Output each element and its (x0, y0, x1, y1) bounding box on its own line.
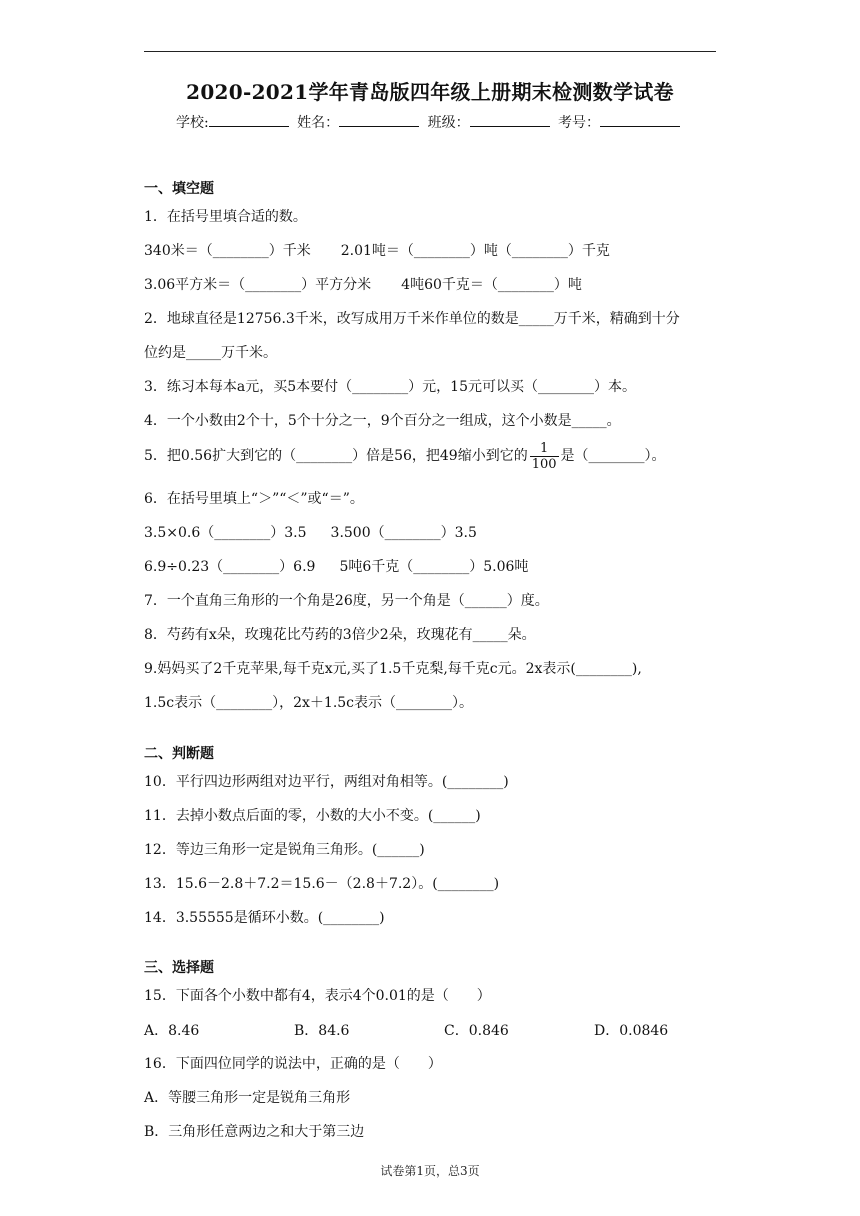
number-label: 考号： (558, 115, 601, 131)
number-blank[interactable] (600, 112, 680, 127)
q16-option-a[interactable]: A．等腰三角形一定是锐角三角形 (144, 1090, 351, 1106)
q10: 10．平行四边形两组对边平行，两组对角相等。(________) (144, 774, 509, 790)
q2-line-2: 位约是_____万千米。 (144, 345, 277, 361)
q1-a2: 2.01吨＝（________）吨（________）千克 (340, 243, 610, 259)
page-footer: 试卷第1页，总3页 (380, 1164, 480, 1178)
q13: 13．15.6－2.8＋7.2＝15.6－（2.8＋7.2）。(________) (144, 876, 500, 892)
q6-row-2 (144, 557, 528, 577)
q1-a1: 340米＝（________）千米 (144, 243, 311, 259)
section-choice-heading: 三、选择题 (144, 960, 214, 976)
q6-a2: 3.500（________）3.5 (330, 525, 477, 541)
section-fill-heading: 一、填空题 (144, 181, 214, 197)
q9-line-2: 1.5c表示（________），2x＋1.5c表示（________）。 (144, 695, 474, 711)
q5-fraction-numerator: 1 (530, 441, 559, 457)
q16-option-b[interactable]: B．三角形任意两边之和大于第三边 (144, 1124, 365, 1140)
q7: 7．一个直角三角形的一个角是26度，另一个角是（______）度。 (144, 593, 549, 609)
q3: 3．练习本每本a元，买5本要付（________）元，15元可以买（________）本。 (144, 379, 636, 395)
q6-b2: 5吨6千克（________）5.06吨 (339, 559, 529, 575)
q8: 8．芍药有x朵，玫瑰花比芍药的3倍少2朵，玫瑰花有_____朵。 (144, 627, 536, 643)
q15-stem: 15．下面各个小数中都有4，表示4个0.01的是（ ） (144, 988, 491, 1004)
q9-line-1: 9.妈妈买了2千克苹果,每千克x元,买了1.5千克梨,每千克c元。2x表示(________), (144, 661, 642, 677)
q5 (144, 440, 666, 472)
student-info-line (0, 112, 860, 132)
q5-fraction-denominator: 100 (531, 456, 557, 472)
page-title: 2020-2021学年青岛版四年级上册期末检测数学试卷 (186, 80, 674, 104)
q1-b1: 3.06平方米＝（________）平方分米 (144, 277, 372, 293)
q1-row-2 (144, 275, 582, 295)
section-judge-heading: 二、判断题 (144, 746, 214, 762)
q11: 11．去掉小数点后面的零，小数的大小不变。(______) (144, 808, 481, 824)
q15-option-b[interactable]: B．84.6 (294, 1023, 350, 1039)
top-rule (144, 51, 716, 52)
q4: 4．一个小数由2个十，5个十分之一，9个百分之一组成，这个小数是_____。 (144, 413, 621, 429)
q6-b1: 6.9÷0.23（________）6.9 (144, 559, 316, 575)
q12: 12．等边三角形一定是锐角三角形。(______) (144, 842, 425, 858)
q1-row-1 (144, 241, 610, 261)
class-label: 班级： (427, 115, 470, 131)
name-blank[interactable] (339, 112, 419, 127)
class-blank[interactable] (470, 112, 550, 127)
q1-stem: 1．在括号里填合适的数。 (144, 209, 307, 225)
q16-stem: 16．下面四位同学的说法中，正确的是（ ） (144, 1056, 442, 1072)
q6-a1: 3.5×0.6（________）3.5 (144, 525, 307, 541)
q15-option-a[interactable]: A．8.46 (144, 1023, 200, 1039)
q6-stem: 6．在括号里填上“＞”“＜”或“＝”。 (144, 491, 364, 507)
name-label: 姓名： (297, 115, 340, 131)
school-label: 学校: (175, 115, 209, 131)
q2-line-1: 2．地球直径是12756.3千米，改写成用万千米作单位的数是_____万千米，精确到十分 (144, 311, 680, 327)
q1-b2: 4吨60千克＝（________）吨 (401, 277, 582, 293)
q14: 14．3.55555是循环小数。(________) (144, 910, 385, 926)
school-blank[interactable] (209, 112, 289, 127)
q5-before: 5．把0.56扩大到它的（________）倍是56，把49缩小到它的 (144, 448, 528, 464)
q15-option-c[interactable]: C．0.846 (444, 1023, 509, 1039)
q6-row-1 (144, 523, 477, 543)
q5-fraction (530, 441, 559, 472)
q15-option-d[interactable]: D．0.0846 (594, 1023, 669, 1039)
q5-after: 是（________）。 (560, 448, 666, 464)
